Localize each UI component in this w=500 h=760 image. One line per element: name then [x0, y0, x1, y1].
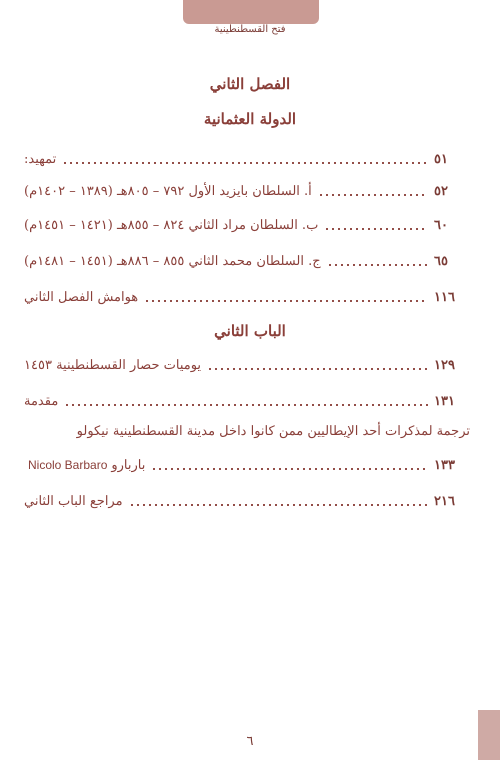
toc-entry [24, 214, 470, 236]
toc-entry-title-arabic: باربارو [111, 457, 146, 473]
toc-entry-title-line1: ترجمة لمذكرات أحد الإيطاليين ممن كانوا داخل مدينة القسطنطينية نيكولو [76, 424, 470, 439]
corner-decorative-tab [478, 710, 500, 760]
toc-entry-page: ١٢٩ [434, 357, 455, 373]
toc-entry-page: ٢١٦ [434, 493, 455, 509]
toc-entry-page: ٥١ [434, 151, 448, 167]
toc-leader-dots [64, 404, 428, 406]
toc-entry [24, 286, 470, 308]
toc-leader-dots [318, 194, 428, 196]
toc-entry [24, 148, 470, 170]
toc-entry-title: ج. السلطان محمد الثاني ٨٥٥ – ٨٨٦هـ (١٤٥١ – ١٤٨١م) [24, 253, 321, 269]
toc-entry [24, 490, 470, 512]
toc-entry-title-line2 [24, 458, 145, 473]
toc-entry-page: ١٣١ [434, 393, 455, 409]
toc-leader-dots [62, 162, 428, 164]
toc-leader-dots [144, 300, 428, 302]
toc-entry-page: ١١٦ [434, 289, 455, 305]
toc-leader-dots [151, 468, 428, 470]
header-decorative-tab [183, 0, 319, 24]
toc-entry-page: ٥٢ [434, 183, 448, 199]
toc-leader-dots [129, 504, 428, 506]
running-head: فتح القسطنطينية [214, 24, 286, 35]
toc-entry-page: ١٣٣ [434, 457, 455, 473]
toc-leader-dots [324, 228, 428, 230]
chapter-subheading: الدولة العثمانية [203, 110, 297, 128]
toc-leader-dots [327, 264, 428, 266]
toc-entry-title: تمهيد: [24, 151, 57, 167]
toc-entry-title: يوميات حصار القسطنطينية ١٤٥٣ [24, 357, 202, 373]
toc-entry-title-latin: Nicolo Barbaro [28, 457, 108, 472]
toc-entry-title: مراجع الباب الثاني [24, 493, 123, 509]
toc-entry [24, 390, 470, 412]
toc-entry [24, 180, 470, 202]
toc-entry-title: مقدمة [24, 393, 59, 409]
toc-entry [24, 354, 470, 376]
toc-leader-dots [207, 368, 428, 370]
toc-entry-title: ب. السلطان مراد الثاني ٨٢٤ – ٨٥٥هـ (١٤٢١ – ١٤٥١م) [24, 217, 319, 233]
page-number: ٦ [246, 734, 254, 749]
toc-entry-page: ٦٠ [434, 217, 448, 233]
toc-entry-title: هوامش الفصل الثاني [24, 289, 139, 305]
toc-entry-title: أ. السلطان بايزيد الأول ٧٩٢ – ٨٠٥هـ (١٣٨٩ – ١٤٠٢م) [24, 183, 312, 199]
chapter-heading: الفصل الثاني [209, 75, 291, 93]
toc-entry [24, 250, 470, 272]
toc-entry [24, 454, 470, 476]
toc-entry-page: ٦٥ [434, 253, 448, 269]
part-heading: الباب الثاني [214, 322, 286, 340]
